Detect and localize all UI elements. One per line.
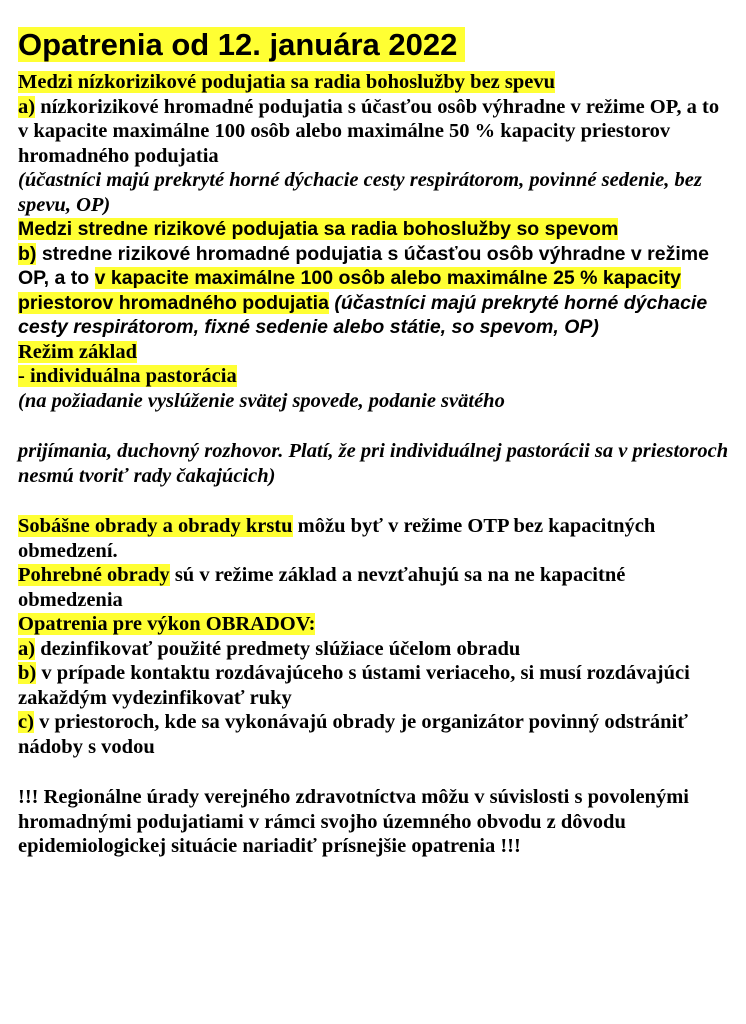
spacer [18, 488, 730, 514]
measure-text: dezinfikovať použité predmety slúžiace účelom obradu [35, 637, 521, 660]
measures-heading [18, 612, 730, 637]
title-text: Opatrenia od 12. januára 2022 [18, 27, 465, 62]
basic-note-2: prijímania, duchovný rozhovor. Platí, že pri individuálnej pastorácii sa v priestoroch nesmú tvoriť rady čakajúcich) [18, 440, 729, 487]
funeral-paragraph [18, 563, 730, 612]
measure-letter: a) [18, 637, 36, 660]
wedding-paragraph [18, 514, 730, 563]
medium-risk-capacity: v kapacite maximálne 100 osôb alebo maximálne 25 % kapacity priestorov hromadného podujatia [18, 267, 681, 314]
low-risk-note: (účastníci majú prekryté horné dýchacie cesty respirátorom, povinné sedenie, bez spevu, OP) [18, 169, 702, 216]
basic-heading [18, 340, 730, 365]
low-risk-letter: a) [18, 95, 36, 118]
document-page [18, 24, 730, 859]
basic-heading-text: Režim základ [18, 340, 137, 363]
medium-risk-heading-text: Medzi stredne rizikové podujatia sa radia bohoslužby so spevom [18, 218, 619, 240]
measure-text: v prípade kontaktu rozdávajúceho s ústami veriaceho, si musí rozdávajúci zakaždým vydezinfikovať ruky [18, 662, 690, 709]
spacer [18, 413, 730, 439]
medium-risk-letter: b) [18, 242, 37, 265]
funeral-text: sú v režime základ a nevzťahujú sa na ne kapacitné obmedzenia [18, 564, 626, 611]
footer-warning: !!! Regionálne úrady verejného zdravotníctva môžu v súvislosti s povolenými hromadnými podujatiami v rámci svojho územného obvodu z dôvodu epidemiologickej situácie nariadiť prísnejšie opatrenia !!! [18, 786, 689, 857]
measure-letter: b) [18, 662, 37, 684]
measure-text: v priestoroch, kde sa vykonávajú obrady je organizátor povinný odstrániť nádoby s vodou [18, 711, 688, 758]
low-risk-heading-text: Medzi nízkorizikové podujatia sa radia bohoslužby bez spevu [18, 71, 556, 93]
medium-risk-heading [18, 217, 730, 242]
basic-note-1: (na požiadanie vyslúženie svätej spovede, podanie svätého [18, 389, 505, 412]
measure-item [18, 661, 730, 710]
basic-item-text: - individuálna pastorácia [18, 365, 237, 387]
funeral-highlight: Pohrebné obrady [18, 564, 170, 586]
low-risk-paragraph [18, 95, 730, 169]
measure-letter: c) [18, 711, 34, 733]
medium-risk-note: (účastníci majú prekryté horné dýchacie cesty respirátorom, fixné sedenie alebo státie, so spevom, OP) [18, 291, 708, 338]
medium-risk-paragraph [18, 242, 730, 340]
low-risk-text: nízkorizikové hromadné podujatia s účasťou osôb výhradne v režime OP, a to v kapacite maximálne 100 osôb alebo maximálne 50 % kapacity priestorov hromadného podujatia [18, 95, 720, 167]
measures-heading-text: Opatrenia pre výkon OBRADOV: [18, 613, 316, 635]
medium-risk-text: stredne rizikové hromadné podujatia s účasťou osôb výhradne v režime OP, a to [18, 242, 709, 289]
basic-item [18, 364, 730, 389]
wedding-highlight: Sobášne obrady a obrady krstu [18, 515, 293, 537]
measure-item [18, 710, 730, 759]
measure-item [18, 637, 730, 662]
low-risk-heading [18, 70, 730, 95]
spacer [18, 759, 730, 785]
page-title [18, 24, 730, 66]
wedding-text: môžu byť v režime OTP bez kapacitných obmedzení. [18, 515, 656, 562]
